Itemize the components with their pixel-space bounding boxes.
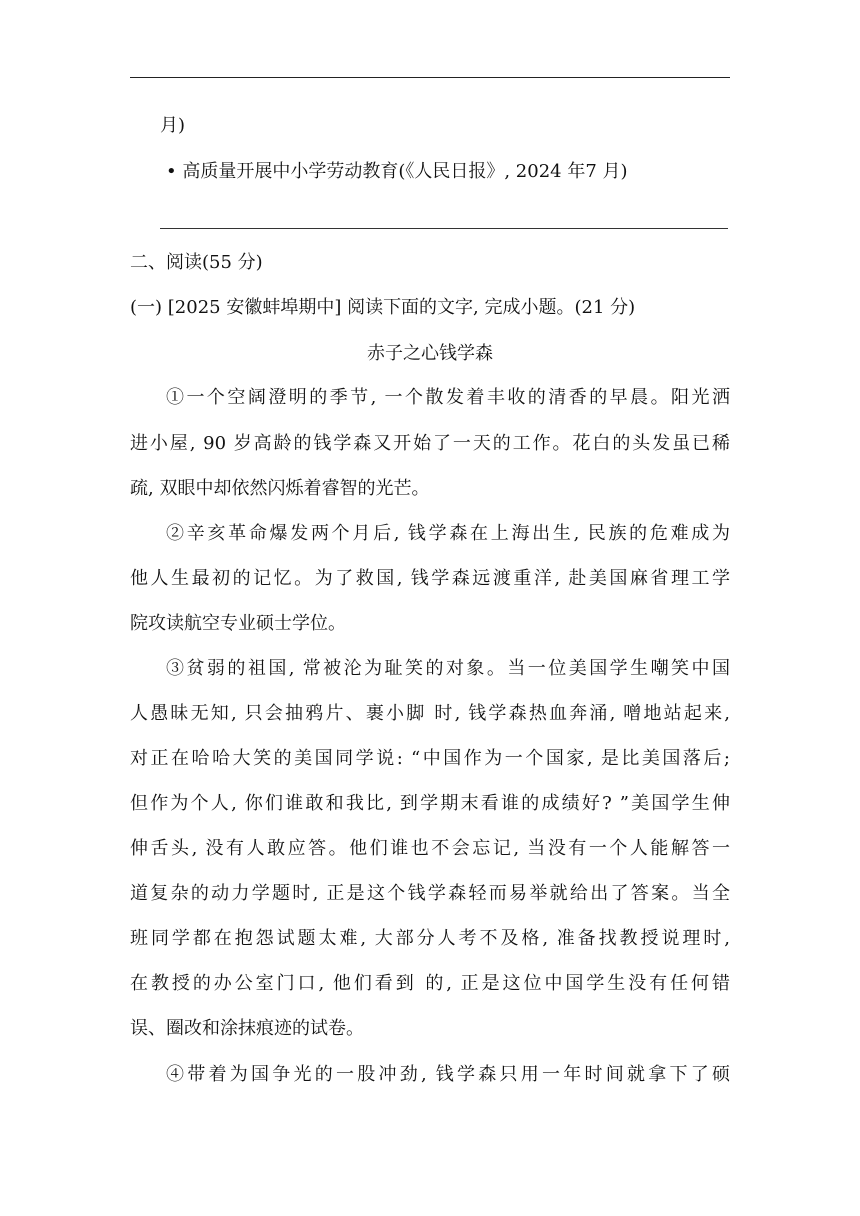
article-title: 赤子之心钱学森 bbox=[367, 343, 493, 364]
paragraph-2-line-3: 院攻读航空专业硕士学位。 bbox=[130, 613, 346, 634]
paragraph-3-line-3: 对正在哈哈大笑的美国同学说: “中国作为一个国家, 是比美国落后; bbox=[130, 748, 730, 769]
paragraph-2-line-1: ②辛亥革命爆发两个月后, 钱学森在上海出生, 民族的危难成为 bbox=[166, 523, 730, 544]
paragraph-2-line-2: 他人生最初的记忆。为了救国, 钱学森远渡重洋, 赴美国麻省理工学 bbox=[130, 568, 730, 589]
paragraph-1-line-2: 进小屋, 90 岁高龄的钱学森又开始了一天的工作。花白的头发虽已稀 bbox=[130, 433, 730, 454]
answer-blank-line bbox=[160, 228, 728, 229]
paragraph-3-line-6: 道复杂的动力学题时, 正是这个钱学森轻而易举就给出了答案。当全 bbox=[130, 883, 730, 904]
continued-fragment: 月) bbox=[160, 115, 186, 136]
paragraph-3-line-1: ③贫弱的祖国, 常被沦为耻笑的对象。当一位美国学生嘲笑中国 bbox=[166, 658, 730, 679]
paragraph-1-line-1: ①一个空阔澄明的季节, 一个散发着丰收的清香的早晨。阳光洒 bbox=[166, 387, 730, 408]
paragraph-1-line-3: 疏, 双眼中却依然闪烁着睿智的光芒。 bbox=[130, 478, 430, 499]
paragraph-3-line-7: 班同学都在抱怨试题太难, 大部分人考不及格, 准备找教授说理时, bbox=[130, 928, 730, 949]
paragraph-3-line-8: 在教授的办公室门口, 他们看到 的, 正是这位中国学生没有任何错 bbox=[130, 973, 730, 994]
header-rule bbox=[130, 77, 730, 78]
paragraph-4-line-1: ④带着为国争光的一股冲劲, 钱学森只用一年时间就拿下了硕 bbox=[166, 1064, 730, 1085]
bullet-item: • 高质量开展中小学劳动教育(《人民日报》, 2024 年7 月) bbox=[166, 161, 628, 182]
paragraph-3-line-9: 误、圈改和涂抹痕迹的试卷。 bbox=[130, 1018, 364, 1039]
subsection-heading: (一) [2025 安徽蚌埠期中] 阅读下面的文字, 完成小题。(21 分) bbox=[130, 297, 636, 318]
section-heading: 二、阅读(55 分) bbox=[130, 252, 263, 273]
paragraph-3-line-2: 人愚昧无知, 只会抽鸦片、裹小脚 时, 钱学森热血奔涌, 噌地站起来, bbox=[130, 703, 730, 724]
paragraph-3-line-5: 伸舌头, 没有人敢应答。他们谁也不会忘记, 当没有一个人能解答一 bbox=[130, 838, 730, 859]
paragraph-3-line-4: 但作为个人, 你们谁敢和我比, 到学期末看谁的成绩好? ”美国学生伸 bbox=[130, 793, 730, 814]
